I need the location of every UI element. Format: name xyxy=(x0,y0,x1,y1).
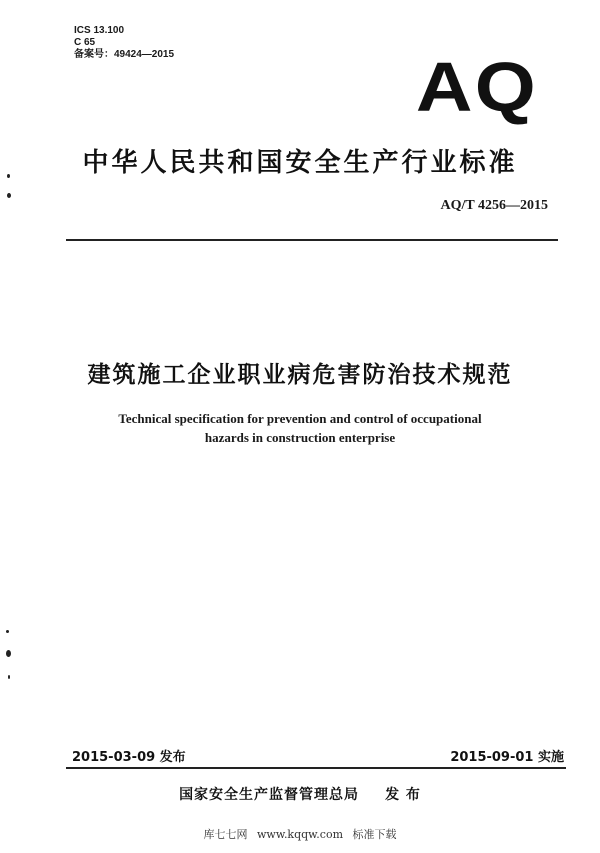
issuing-authority xyxy=(0,784,600,804)
document-title-english xyxy=(0,409,600,447)
classification-block xyxy=(74,25,174,61)
aq-logo: AQ xyxy=(415,48,538,126)
header-divider xyxy=(66,239,558,241)
scan-speck xyxy=(6,650,11,657)
footer-divider xyxy=(66,767,566,769)
scan-speck xyxy=(8,675,10,679)
issuer-name: 国家安全生产监督管理总局 xyxy=(179,787,360,803)
standard-category-title: 中华人民共和国安全生产行业标准 xyxy=(82,148,518,178)
scan-speck xyxy=(6,630,9,633)
english-title-line-1: Technical specification for prevention and control of occupational xyxy=(118,411,482,426)
document-title-chinese: 建筑施工企业职业病危害防治技术规范 xyxy=(87,362,513,388)
issue-action: 发 布 xyxy=(385,787,421,803)
ics-code: ICS 13.100 xyxy=(74,25,125,36)
standard-number: AQ/T 4256—2015 xyxy=(440,198,548,213)
implement-date: 2015-09-01 实施 xyxy=(450,750,564,765)
scan-speck xyxy=(7,193,11,198)
publish-date: 2015-03-09 发布 xyxy=(72,750,186,765)
scan-speck xyxy=(7,174,10,178)
ccs-code: C 65 xyxy=(74,37,96,48)
watermark-footer: 库七七网 www.kqqw.com 标准下载 xyxy=(203,828,397,841)
english-title-line-2: hazards in construction enterprise xyxy=(204,430,396,445)
record-number: 备案号：49424—2015 xyxy=(74,49,175,60)
